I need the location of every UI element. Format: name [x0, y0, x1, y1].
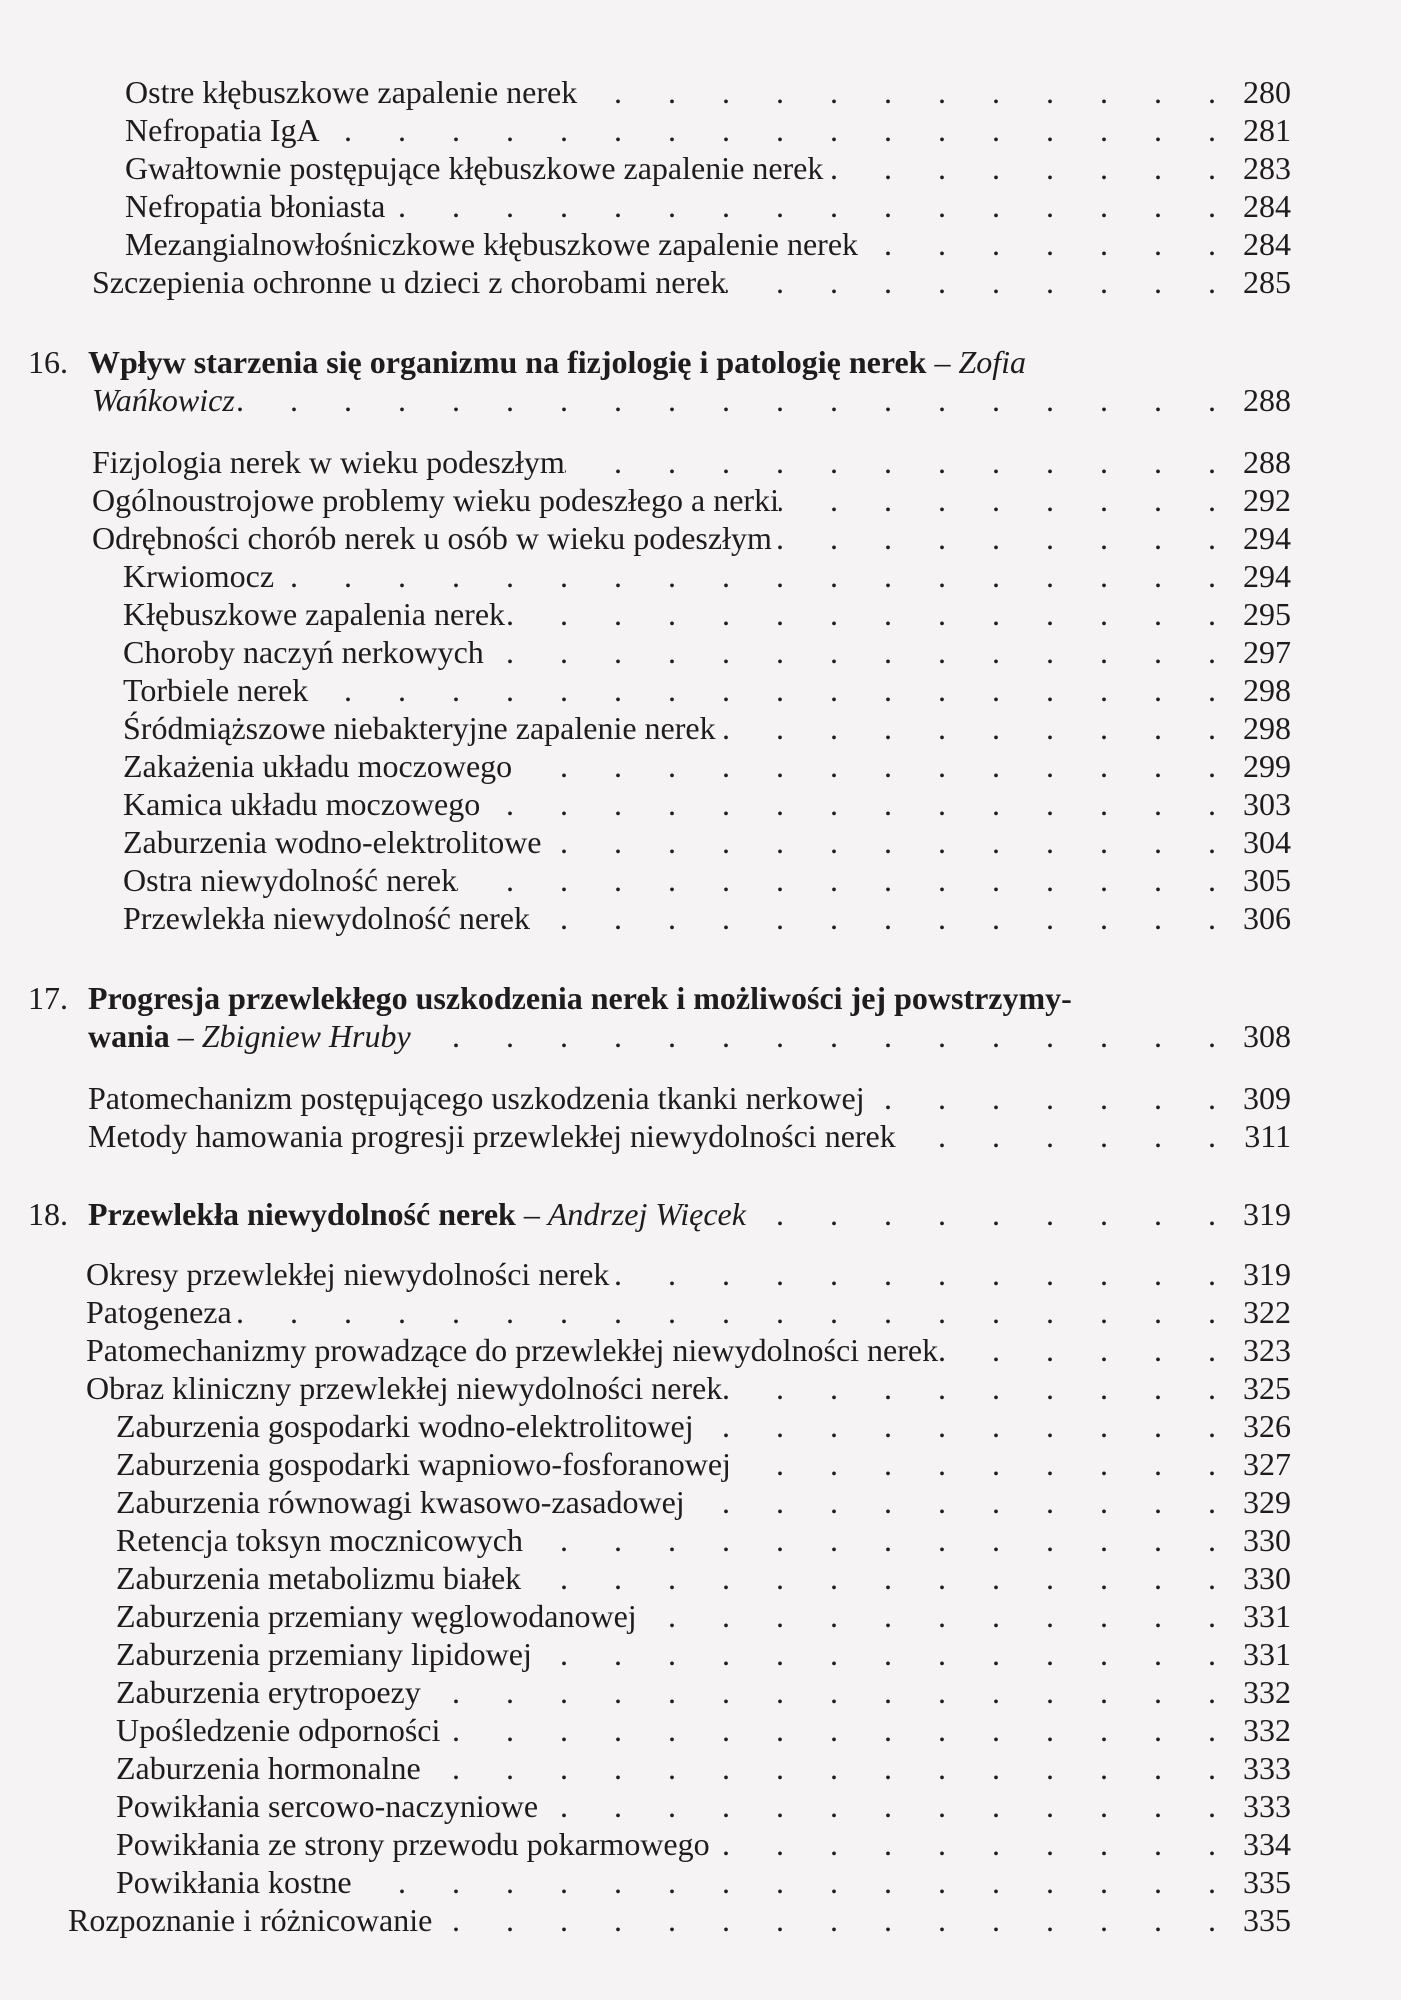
- toc-entry: [116, 1444, 1291, 1484]
- entry-title: Rozpoznanie i różnicowanie: [68, 1902, 433, 1938]
- leader-dots: [694, 1406, 1235, 1446]
- leader-dots: [716, 708, 1235, 748]
- leader-dots: [232, 1292, 1235, 1332]
- entry-page: 333: [1243, 1788, 1291, 1824]
- toc-entry: [123, 860, 1291, 900]
- leader-dots: [772, 518, 1235, 558]
- toc-entry: [116, 1482, 1291, 1522]
- leader-dots: [421, 1672, 1235, 1712]
- toc-entry: [116, 1710, 1291, 1750]
- entry-page: 319: [1243, 1256, 1291, 1292]
- entry-title: Powikłania ze strony przewodu pokarmowego: [116, 1826, 710, 1862]
- entry-title: Szczepienia ochronne u dzieci z chorobami nerek: [92, 264, 727, 300]
- entry-title: Powikłania kostne: [116, 1864, 352, 1900]
- entry-title: Retencja toksyn mocznicowych: [116, 1522, 523, 1558]
- entry-page: 325: [1243, 1370, 1291, 1406]
- leader-dots: [710, 1824, 1235, 1864]
- entry-page: 334: [1243, 1826, 1291, 1862]
- entry-title: Torbiele nerek: [123, 672, 309, 708]
- toc-entry: [116, 1596, 1291, 1636]
- entry-page: 333: [1243, 1750, 1291, 1786]
- entry-title: Zaburzenia hormonalne: [116, 1750, 421, 1786]
- entry-page: 330: [1243, 1560, 1291, 1596]
- entry-page: 294: [1243, 558, 1291, 594]
- leader-dots: [432, 1900, 1235, 1940]
- leader-dots: [530, 898, 1235, 938]
- leader-dots: [484, 632, 1235, 672]
- toc-entry: [123, 822, 1291, 862]
- toc-entry: [116, 1558, 1291, 1598]
- toc-entry: [123, 784, 1291, 824]
- toc-entry: [92, 480, 1291, 520]
- entry-title: Zaburzenia metabolizmu białek: [116, 1560, 522, 1596]
- entry-page: 335: [1243, 1902, 1291, 1938]
- entry-page: 283: [1243, 150, 1291, 186]
- chapter-heading: [28, 1194, 1291, 1234]
- entry-title: Choroby naczyń nerkowych: [123, 634, 484, 670]
- leader-dots: [440, 1710, 1235, 1750]
- leader-dots: [542, 822, 1236, 862]
- chapter-title: Przewlekła niewydolność nerek: [88, 1196, 516, 1232]
- entry-page: 335: [1243, 1864, 1291, 1900]
- entry-page: 284: [1243, 226, 1291, 262]
- leader-dots: [779, 480, 1235, 520]
- entry-title: Okresy przewlekłej niewydolności nerek: [86, 1256, 610, 1292]
- entry-page: 292: [1243, 482, 1291, 518]
- toc-entry: [116, 1520, 1291, 1560]
- entry-title: Patogeneza: [86, 1294, 232, 1330]
- entry-title: Przewlekła niewydolność nerek: [123, 900, 530, 936]
- entry-title: Mezangialnowłośniczkowe kłębuszkowe zapalenie nerek: [125, 226, 859, 262]
- entry-title: Śródmiąższowe niebakteryjne zapalenie nerek: [123, 710, 716, 746]
- chapter-author: Zbigniew Hruby: [201, 1018, 411, 1054]
- chapter-heading: [28, 978, 1291, 1018]
- entry-title: Zaburzenia erytropoezy: [116, 1674, 421, 1710]
- toc-entry: [116, 1634, 1291, 1674]
- leader-dots: [565, 442, 1235, 482]
- leader-dots: [352, 1862, 1235, 1902]
- leader-dots: [538, 1786, 1235, 1826]
- toc-entry: [86, 1292, 1291, 1332]
- leader-dots: [274, 556, 1235, 596]
- leader-dots: [685, 1482, 1235, 1522]
- entry-page: 309: [1243, 1080, 1291, 1116]
- entry-title: Ogólnoustrojowe problemy wieku podeszłego a nerki: [92, 482, 779, 518]
- entry-page: 281: [1243, 112, 1291, 148]
- entry-title: Krwiomocz: [123, 558, 275, 594]
- toc-entry: [68, 1900, 1291, 1940]
- toc-entry: [88, 1116, 1291, 1156]
- entry-page: 297: [1243, 634, 1291, 670]
- toc-entry: [116, 1748, 1291, 1788]
- entry-page: 284: [1243, 188, 1291, 224]
- leader-dots: [938, 1330, 1235, 1370]
- entry-title: Upośledzenie odporności: [116, 1712, 441, 1748]
- toc-entry: [125, 110, 1291, 150]
- chapter-page: 319: [1243, 1196, 1291, 1232]
- entry-title: Powikłania sercowo-naczyniowe: [116, 1788, 539, 1824]
- entry-page: 329: [1243, 1484, 1291, 1520]
- entry-title: Patomechanizmy prowadzące do przewlekłej niewydolności nerek: [86, 1332, 939, 1368]
- leader-dots: [532, 1634, 1235, 1674]
- entry-page: 326: [1243, 1408, 1291, 1444]
- leader-dots: [823, 148, 1235, 188]
- toc-entry: [123, 556, 1291, 596]
- entry-title: Zaburzenia wodno-elektrolitowe: [123, 824, 542, 860]
- leader-dots: [385, 186, 1235, 226]
- leader-dots: [235, 380, 1235, 420]
- leader-dots: [609, 1254, 1235, 1294]
- entry-title: Kamica układu moczowego: [123, 786, 481, 822]
- toc-entry: [88, 1078, 1291, 1118]
- toc-entry: [123, 708, 1291, 748]
- leader-dots: [637, 1596, 1235, 1636]
- chapter-number: 17.: [28, 980, 68, 1016]
- toc-entry: [123, 746, 1291, 786]
- toc-entry: [92, 518, 1291, 558]
- entry-title: Zaburzenia gospodarki wapniowo-fosforanowej: [116, 1446, 731, 1482]
- entry-page: 327: [1243, 1446, 1291, 1482]
- entry-title: Obraz kliniczny przewlekłej niewydolności nerek: [86, 1370, 723, 1406]
- entry-title: Gwałtownie postępujące kłębuszkowe zapalenie nerek: [125, 150, 824, 186]
- toc-entry: [116, 1786, 1291, 1826]
- chapter-heading-line2: [88, 1016, 1291, 1056]
- leader-dots: [457, 860, 1235, 900]
- entry-page: 304: [1243, 824, 1291, 860]
- entry-page: 323: [1243, 1332, 1291, 1368]
- entry-page: 306: [1243, 900, 1291, 936]
- leader-dots: [480, 784, 1235, 824]
- entry-title: Zaburzenia przemiany węglowodanowej: [116, 1598, 637, 1634]
- toc-entry: [92, 442, 1291, 482]
- leader-dots: [746, 1194, 1235, 1234]
- entry-page: 285: [1243, 264, 1291, 300]
- toc-entry: [86, 1254, 1291, 1294]
- entry-title: Zakażenia układu moczowego: [123, 748, 513, 784]
- leader-dots: [411, 1016, 1235, 1056]
- toc-entry: [116, 1862, 1291, 1902]
- entry-page: 299: [1243, 748, 1291, 784]
- toc-entry: [125, 148, 1291, 188]
- chapter-number: 16.: [28, 344, 68, 380]
- leader-dots: [512, 746, 1235, 786]
- entry-title: Kłębuszkowe zapalenia nerek: [123, 596, 506, 632]
- entry-title: Ostra niewydolność nerek: [123, 862, 458, 898]
- dash: –: [523, 1196, 540, 1232]
- chapter-title: wania: [88, 1018, 170, 1054]
- entry-page: 305: [1243, 862, 1291, 898]
- toc-entry: [125, 72, 1291, 112]
- entry-page: 303: [1243, 786, 1291, 822]
- leader-dots: [521, 1558, 1235, 1598]
- entry-title: Fizjologia nerek w wieku podeszłym: [92, 444, 565, 480]
- chapter-number: 18.: [28, 1196, 68, 1232]
- chapter-author: Zofia: [958, 344, 1027, 380]
- chapter-title: Progresja przewlekłego uszkodzenia nerek i możliwości jej powstrzymy-: [88, 980, 1072, 1016]
- entry-page: 288: [1243, 444, 1291, 480]
- leader-dots: [421, 1748, 1235, 1788]
- entry-page: 298: [1243, 672, 1291, 708]
- leader-dots: [731, 1444, 1235, 1484]
- entry-title: Patomechanizm postępującego uszkodzenia tkanki nerkowej: [88, 1080, 865, 1116]
- entry-page: 298: [1243, 710, 1291, 746]
- entry-page: 331: [1243, 1636, 1291, 1672]
- entry-title: Odrębności chorób nerek u osób w wieku podeszłym: [92, 520, 772, 556]
- entry-page: 332: [1243, 1712, 1291, 1748]
- toc-entry: [86, 1368, 1291, 1408]
- chapter-page: 308: [1243, 1018, 1291, 1054]
- entry-title: Nefropatia błoniasta: [125, 188, 386, 224]
- leader-dots: [308, 670, 1235, 710]
- entry-title: Nefropatia IgA: [125, 112, 320, 148]
- leader-dots: [523, 1520, 1235, 1560]
- entry-title: Zaburzenia przemiany lipidowej: [116, 1636, 532, 1672]
- dash: –: [177, 1018, 194, 1054]
- entry-title: Ostre kłębuszkowe zapalenie nerek: [125, 74, 578, 110]
- chapter-heading: [28, 342, 1291, 382]
- chapter-title: Wpływ starzenia się organizmu na fizjologię i patologię nerek: [88, 344, 927, 380]
- entry-page: 332: [1243, 1674, 1291, 1710]
- toc-entry: [123, 670, 1291, 710]
- leader-dots: [505, 594, 1235, 634]
- entry-page: 280: [1243, 74, 1291, 110]
- toc-entry: [116, 1406, 1291, 1446]
- leader-dots: [896, 1116, 1235, 1156]
- entry-page: 311: [1244, 1118, 1291, 1154]
- chapter-heading-line2: [92, 380, 1291, 420]
- toc-entry: [123, 898, 1291, 938]
- chapter-author: Wańkowicz: [92, 382, 235, 418]
- toc-entry: [123, 594, 1291, 634]
- entry-title: Metody hamowania progresji przewlekłej niewydolności nerek: [88, 1118, 896, 1154]
- entry-title: Zaburzenia równowagi kwasowo-zasadowej: [116, 1484, 685, 1520]
- leader-dots: [726, 262, 1235, 302]
- entry-page: 295: [1243, 596, 1291, 632]
- entry-page: 294: [1243, 520, 1291, 556]
- toc-entry: [116, 1824, 1291, 1864]
- entry-page: 322: [1243, 1294, 1291, 1330]
- chapter-page: 288: [1243, 382, 1291, 418]
- toc-entry: [116, 1672, 1291, 1712]
- toc-entry: [125, 224, 1291, 264]
- leader-dots: [858, 224, 1235, 264]
- toc-entry: [92, 262, 1291, 302]
- toc-entry: [125, 186, 1291, 226]
- leader-dots: [722, 1368, 1235, 1408]
- toc-entry: [123, 632, 1291, 672]
- entry-page: 330: [1243, 1522, 1291, 1558]
- chapter-author: Andrzej Więcek: [547, 1196, 746, 1232]
- leader-dots: [320, 110, 1235, 150]
- toc-entry: [86, 1330, 1291, 1370]
- entry-page: 331: [1243, 1598, 1291, 1634]
- dash: –: [934, 344, 951, 380]
- leader-dots: [865, 1078, 1235, 1118]
- entry-title: Zaburzenia gospodarki wodno-elektrolitowej: [116, 1408, 694, 1444]
- leader-dots: [577, 72, 1235, 112]
